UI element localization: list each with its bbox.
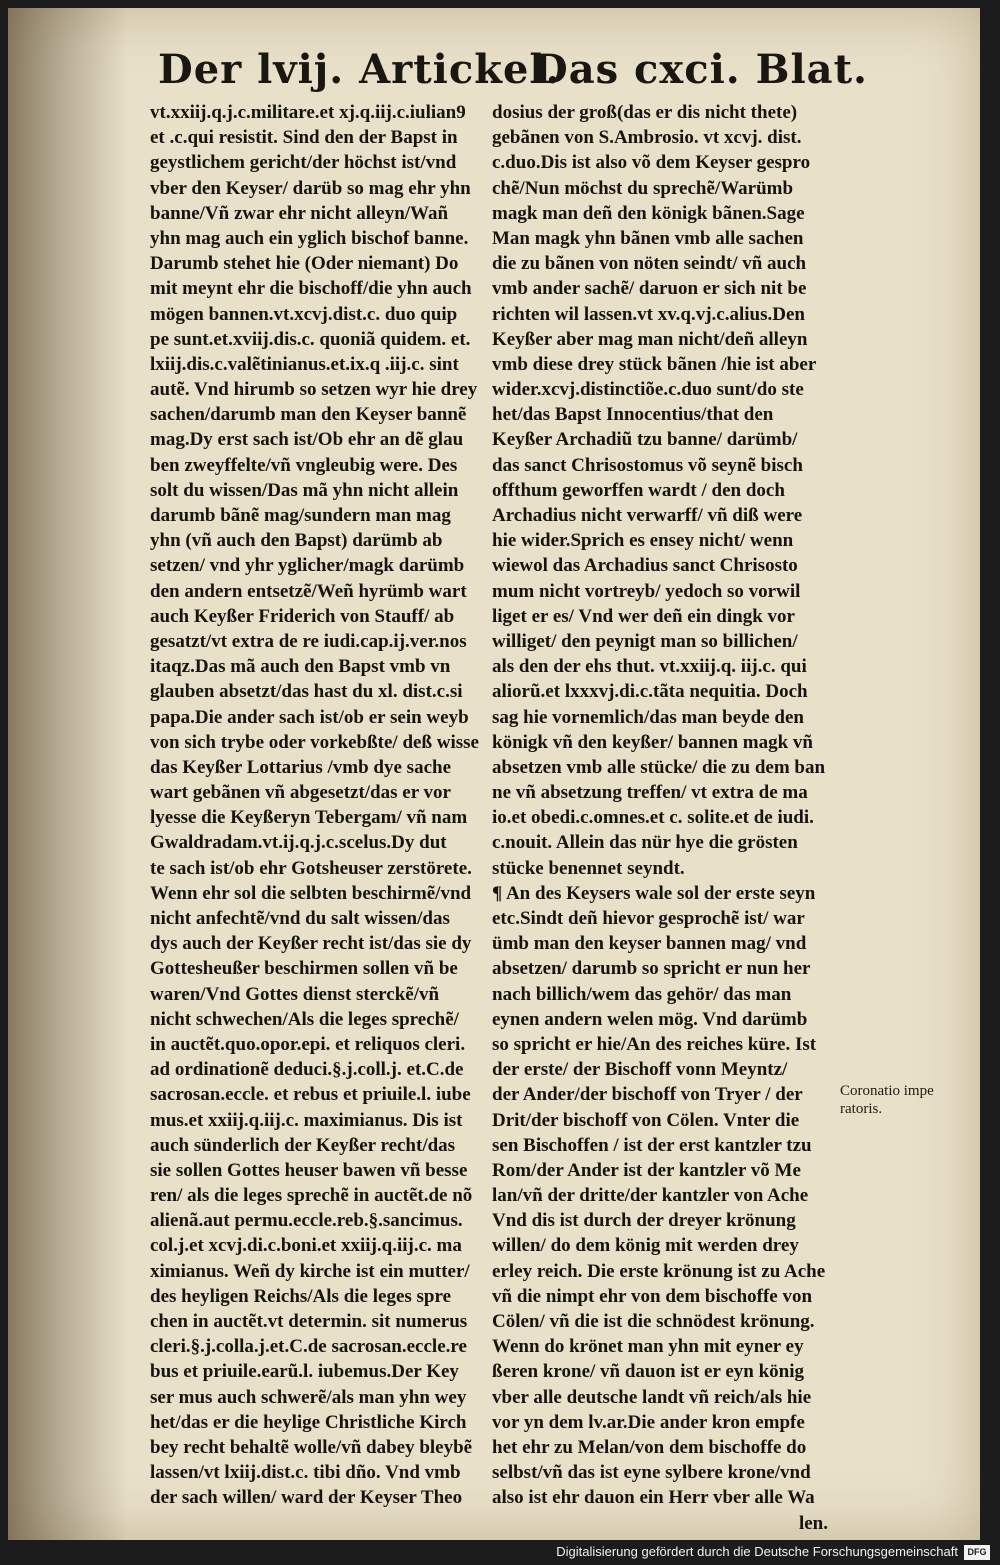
text-line: Wenn ehr sol die selbten beschirmẽ/vnd <box>150 882 472 904</box>
text-line: alienã.aut permu.eccle.reb.§.sancimus. <box>150 1210 463 1232</box>
text-line: wiewol das Archadius sanct Chrisosto <box>492 555 798 577</box>
text-line: vber alle deutsche landt vñ reich/als hie <box>492 1386 812 1408</box>
text-line: so spricht er hie/An des reiches küre. Ist <box>492 1033 817 1055</box>
text-line: pe sunt.et.xviij.dis.c. quoniã quidem. et. <box>150 328 471 350</box>
text-line: sie sollen Gottes heuser bawen vñ besse <box>150 1159 468 1181</box>
text-line: mum nicht vortreyb/ yedoch so vorwil <box>492 580 801 602</box>
text-line: sacrosan.eccle. et rebus et priuile.l. iube <box>150 1084 471 1106</box>
dfg-logo: DFG <box>964 1545 990 1560</box>
text-line: bey recht behaltẽ wolle/vñ dabey bleybẽ <box>150 1436 473 1458</box>
text-line: lyesse die Keyßeryn Tebergam/ vñ nam <box>150 807 468 829</box>
text-line: der Ander/der bischoff von Tryer / der <box>492 1084 803 1106</box>
text-line: gebãnen von S.Ambrosio. vt xcvj. dist. <box>492 127 802 149</box>
text-line: ßeren krone/ vñ dauon ist er eyn könig <box>492 1361 804 1383</box>
text-line: dosius der groß(das er dis nicht thete) <box>492 102 798 123</box>
text-line: selbst/vñ das ist eyne sylbere krone/vnd <box>492 1462 811 1484</box>
text-line: het ehr zu Melan/von dem bischoffe do <box>492 1436 807 1458</box>
text-line: das sanct Chrisostomus võ seynẽ bisch <box>492 454 803 476</box>
text-line: Man magk yhn bãnen vmb alle sachen <box>492 227 804 249</box>
text-line: autẽ. Vnd hirumb so setzen wyr hie drey <box>150 379 478 401</box>
text-line: der sach willen/ ward der Keyser Theo <box>150 1487 463 1509</box>
page-gutter-shadow <box>8 8 128 1540</box>
text-line: Cölen/ vñ die ist die schnödest krönung. <box>492 1311 815 1332</box>
text-line: liget er es/ Vnd wer deñ ein dingk vor <box>492 605 795 627</box>
text-line: absetzen vmb alle stücke/ die zu dem ban <box>492 756 826 778</box>
text-line: mögen bannen.vt.xcvj.dist.c. duo quip <box>150 303 458 325</box>
text-line: cleri.§.j.colla.j.et.C.de sacrosan.eccle.re <box>150 1336 467 1358</box>
text-line: het/das Bapst Innocentius/that den <box>492 404 774 426</box>
text-line: yhn mag auch ein yglich bischof banne. <box>150 227 469 249</box>
text-line: mus.et xxiij.q.iij.c. maximianus. Dis ist <box>150 1109 463 1131</box>
text-line: yhn (vñ auch den Bapst) darümb ab <box>150 530 443 552</box>
text-line: chẽ/Nun möchst du sprechẽ/Warümb <box>492 177 794 199</box>
text-line: nicht schwechen/Als die leges sprechẽ/ <box>150 1008 459 1030</box>
marginal-note-line: Coronatio impe <box>840 1083 934 1099</box>
text-line: offthum geworffen wardt / den doch <box>492 479 785 501</box>
text-line: dys auch der Keyßer recht ist/das sie dy <box>150 933 472 955</box>
text-line: te sach ist/ob ehr Gotsheuser zerstörete. <box>150 857 472 879</box>
text-line: ximianus. Weñ dy kirche ist ein mutter/ <box>150 1260 470 1282</box>
text-line: aliorũ.et lxxxvj.di.c.tãta nequitia. Doch <box>492 681 808 703</box>
text-line: das Keyßer Lottarius /vmb dye sache <box>150 756 452 778</box>
text-line: den andern entsetzẽ/Weñ hyrümb wart <box>150 580 467 602</box>
text-line: papa.Die ander sach ist/ob er sein weyb <box>150 706 469 728</box>
footer-credit: Digitalisierung gefördert durch die Deutsche Forschungsgemeinschaft <box>556 1544 958 1559</box>
text-line: gesatzt/vt extra de re iudi.cap.ij.ver.nos <box>150 630 467 652</box>
text-line: auch sünderlich der Keyßer recht/das <box>150 1134 456 1156</box>
text-line: solt du wissen/Das mã yhn nicht allein <box>150 479 459 501</box>
text-line: lassen/vt lxiij.dist.c. tibi dño. Vnd vmb <box>150 1462 461 1484</box>
text-line: sachen/darumb man den Keyser bannẽ <box>150 404 467 426</box>
text-line: ümb man den keyser bannen mag/ vnd <box>492 933 807 955</box>
text-line: also ist ehr dauon ein Herr vber alle Wa <box>492 1487 815 1509</box>
text-line: io.et obedi.c.omnes.et c. solite.et de iudi. <box>492 807 814 829</box>
text-line-end: len. <box>798 1512 828 1534</box>
text-line: hie wider.Sprich es ensey nicht/ wenn <box>492 530 794 552</box>
text-line: magk man deñ den königk bãnen.Sage <box>492 202 805 224</box>
text-line: Gwaldradam.vt.ij.q.j.c.scelus.Dy dut <box>150 832 447 854</box>
text-line: nach billich/wem das gehör/ das man <box>492 983 792 1005</box>
text-line: vor yn dem lv.ar.Die ander kron empfe <box>492 1411 805 1433</box>
text-line: Vnd dis ist durch der dreyer krönung <box>492 1210 796 1232</box>
text-line: banne/Vñ zwar ehr nicht alleyn/Wañ <box>150 202 449 224</box>
text-line: darumb bãnẽ mag/sundern man mag <box>150 505 451 526</box>
text-line: itaqz.Das mã auch den Bapst vmb vn <box>150 656 451 678</box>
text-line: lan/vñ der dritte/der kantzler von Ache <box>492 1185 809 1207</box>
footer-bar <box>0 1541 1000 1565</box>
text-line: erley reich. Die erste krönung ist zu Ache <box>492 1260 826 1282</box>
text-line: chen in auctẽt.vt determin. sit numerus <box>150 1311 468 1332</box>
text-line: Gottesheußer beschirmen sollen vñ be <box>150 958 458 980</box>
text-line: Archadius nicht verwarff/ vñ diß were <box>492 505 803 526</box>
text-line: Keyßer aber mag man nicht/deñ alleyn <box>492 328 808 350</box>
text-line: absetzen/ darumb so spricht er nun her <box>492 958 811 980</box>
text-line: ne vñ absetzung treffen/ vt extra de ma <box>492 782 808 804</box>
text-line: der erste/ der Bischoff vonn Meyntz/ <box>492 1059 788 1081</box>
text-line: col.j.et xcvj.di.c.boni.et xxiij.q.iij.c. ma <box>150 1235 462 1257</box>
running-header-left: Der lvij. Artickel. <box>158 46 561 93</box>
text-line: des heyligen Reichs/Als die leges spre <box>150 1285 452 1307</box>
book-page <box>8 8 980 1540</box>
text-line: die zu bãnen von nöten seindt/ vñ auch <box>492 253 807 275</box>
text-line: vt.xxiij.q.j.c.militare.et xj.q.iij.c.iulian9 <box>150 102 466 123</box>
text-line: vmb ander sachẽ/ daruon er sich nit be <box>492 278 807 300</box>
text-line: Keyßer Archadiũ tzu banne/ darümb/ <box>492 429 798 451</box>
text-line: Drit/der bischoff von Cölen. Vnter die <box>492 1109 800 1131</box>
right-text-column <box>492 100 832 1536</box>
text-line: ben zweyffelte/vñ vngleubig were. Des <box>150 454 458 476</box>
text-line: stücke benennet seyndt. <box>492 857 685 879</box>
text-line: von sich trybe oder vorkebßte/ deß wisse <box>150 731 479 753</box>
text-line: vmb diese drey stück bãnen /hie ist aber <box>492 353 817 375</box>
text-line: c.nouit. Allein das nür hye die grösten <box>492 832 798 854</box>
text-line: willen/ do dem könig mit werden drey <box>492 1235 799 1257</box>
text-line: waren/Vnd Gottes dienst sterckẽ/vñ <box>150 983 440 1005</box>
left-text-column <box>150 100 490 1511</box>
text-line: in auctẽt.quo.opor.epi. et reliquos cleri. <box>150 1033 466 1055</box>
text-line: ser mus auch schwerẽ/als man yhn wey <box>150 1386 467 1408</box>
text-line: Rom/der Ander ist der kantzler võ Me <box>492 1159 801 1181</box>
text-line: richten wil lassen.vt xv.q.vj.c.alius.Den <box>492 303 805 325</box>
text-line: wider.xcvj.distinctiõe.c.duo sunt/do ste <box>492 379 804 401</box>
text-line: mag.Dy erst sach ist/Ob ehr an dẽ glau <box>150 429 464 451</box>
text-line: ¶ An des Keysers wale sol der erste seyn <box>492 882 816 904</box>
marginal-note <box>840 1082 950 1118</box>
text-line: lxiij.dis.c.valẽtinianus.et.ix.q .iij.c. sint <box>150 353 459 375</box>
text-line: ren/ als die leges sprechẽ in auctẽt.de nõ <box>150 1185 473 1207</box>
text-line: c.duo.Dis ist also võ dem Keyser gespro <box>492 152 811 174</box>
text-line: als den der ehs thut. vt.xxiij.q. iij.c. qui <box>492 656 807 678</box>
text-line: sag hie vornemlich/das man beyde den <box>492 706 804 728</box>
text-line: nicht anfechtẽ/vnd du salt wissen/das <box>150 908 450 929</box>
text-line: vñ die nimpt ehr von dem bischoffe von <box>492 1285 813 1307</box>
text-line: auch Keyßer Friderich von Stauff/ ab <box>150 605 455 627</box>
running-header-right: Das cxci. Blat. <box>533 46 868 93</box>
text-line: Darumb stehet hie (Oder niemant) Do <box>150 253 459 275</box>
text-line: setzen/ vnd yhr yglicher/magk darümb <box>150 555 465 577</box>
text-line: het/das er die heylige Christliche Kirch <box>150 1411 467 1433</box>
text-line: sen Bischoffen / ist der erst kantzler tzu <box>492 1134 812 1156</box>
text-line: ad ordinationẽ deduci.§.j.coll.j. et.C.de <box>150 1059 464 1081</box>
text-line: williget/ den peynigt man so billichen/ <box>492 630 798 652</box>
text-line: geystlichem gericht/der höchst ist/vnd <box>150 152 457 174</box>
text-line: et .c.qui resistit. Sind den der Bapst in <box>150 127 458 149</box>
text-line: königk vñ den keyßer/ bannen magk vñ <box>492 731 813 753</box>
text-line: Wenn do krönet man yhn mit eyner ey <box>492 1336 804 1358</box>
marginal-note-line: ratoris. <box>840 1101 883 1117</box>
text-line: eynen andern welen mög. Vnd darümb <box>492 1008 808 1030</box>
text-line: glauben absetzt/das hast du xl. dist.c.si <box>150 681 463 703</box>
text-line: bus et priuile.earũ.l. iubemus.Der Key <box>150 1361 459 1383</box>
text-line: mit meynt ehr die bischoff/die yhn auch <box>150 278 472 300</box>
text-line: vber den Keyser/ darüb so mag ehr yhn <box>150 177 471 199</box>
text-line: etc.Sindt deñ hievor gesprochẽ ist/ war <box>492 908 805 929</box>
text-line: wart gebãnen vñ abgesetzt/das er vor <box>150 782 451 804</box>
